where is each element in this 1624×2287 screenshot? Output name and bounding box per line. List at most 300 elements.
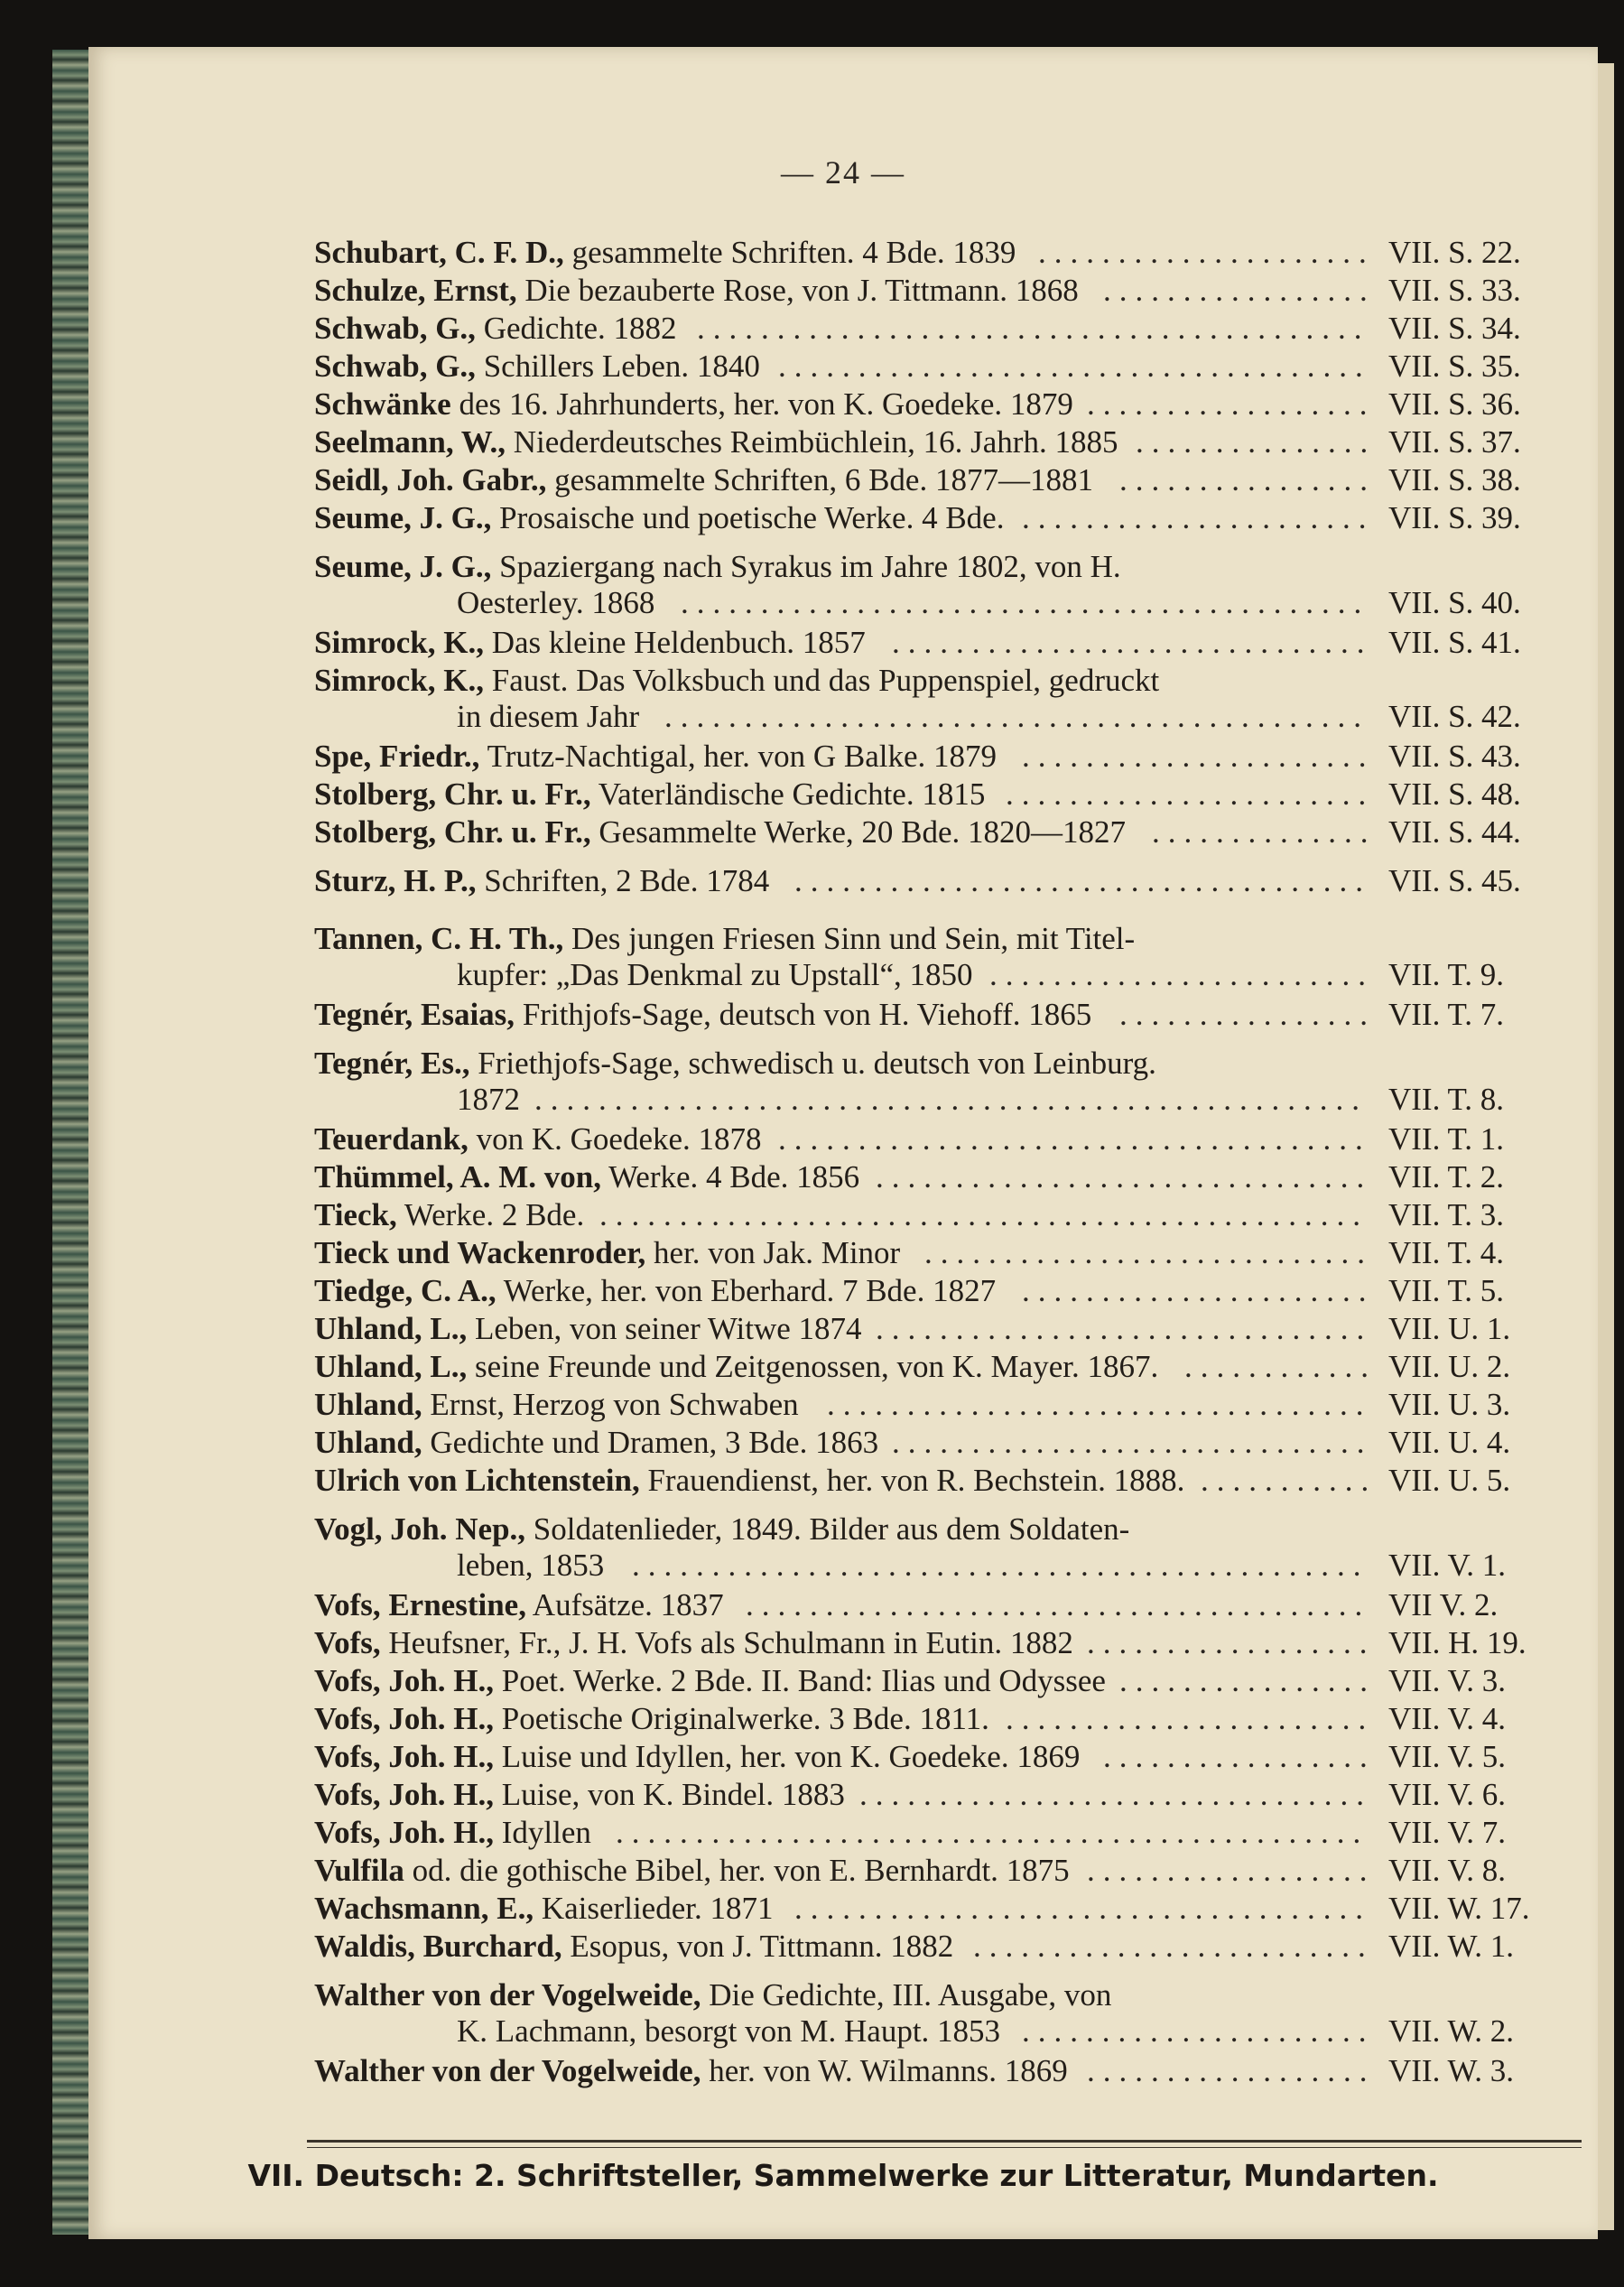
catalog-entry — [314, 462, 1578, 498]
entry-author: Simrock, K., — [314, 625, 484, 660]
entry-author: Uhland, — [314, 1425, 422, 1460]
entry-title: Gedichte und Dramen, 3 Bde. 1863 — [430, 1425, 879, 1460]
leader-dots: .................. — [1087, 1853, 1376, 1888]
entry-title: od. die gothische Bibel, her. von E. Bernhardt. 1875 — [412, 1853, 1070, 1888]
entry-shelfmark: VII. V. 5. — [1388, 1739, 1506, 1774]
entry-first-line — [314, 1235, 1578, 1271]
leader-dots: ...................... — [1022, 2013, 1375, 2049]
entry-first-line — [314, 500, 1578, 536]
leader-dots: ...................... — [1022, 1273, 1375, 1308]
entry-first-line — [314, 1311, 1578, 1347]
entry-title: Kaiserlieder. 1871 — [541, 1891, 774, 1926]
entry-author: Tannen, C. H. Th., — [314, 921, 564, 956]
entry-main-text — [314, 1511, 1129, 1548]
entry-main-text — [314, 1425, 878, 1461]
entry-shelfmark: VII. V. 3. — [1388, 1663, 1506, 1698]
entry-first-line — [314, 1463, 1578, 1499]
leader-dots: ................ — [1119, 462, 1376, 497]
entry-title: seine Freunde und Zeitgenossen, von K. Mayer. 1867. — [475, 1349, 1159, 1384]
entry-main-text — [314, 2053, 1068, 2089]
catalog-entry — [314, 1159, 1578, 1195]
page-number: — 24 — — [781, 154, 905, 191]
entry-continuation: in diesem Jahr — [457, 699, 640, 734]
entry-first-line — [314, 549, 1578, 585]
catalog-entry — [314, 814, 1578, 851]
entry-title: Idyllen — [501, 1815, 591, 1850]
entry-first-line — [314, 1511, 1578, 1548]
entry-author: Seume, J. G., — [314, 549, 492, 584]
entry-title: Poetische Originalwerke. 3 Bde. 1811. — [501, 1701, 989, 1736]
catalog-entry — [314, 1235, 1578, 1271]
entry-shelfmark: VII. T. 9. — [1388, 957, 1504, 992]
entry-author: Schwab, G., — [314, 349, 476, 384]
page-edge — [1598, 63, 1614, 2230]
leader-dots: ............................... — [876, 1311, 1373, 1346]
entry-main-text — [314, 1777, 845, 1813]
entry-first-line — [314, 1121, 1578, 1157]
leader-dots: ..................... — [1038, 235, 1375, 270]
entry-first-line — [314, 1815, 1578, 1851]
entry-main-text — [314, 1891, 773, 1927]
entry-shelfmark: VII. T. 8. — [1388, 1082, 1504, 1117]
entry-shelfmark: VII. T. 4. — [1388, 1235, 1504, 1270]
entry-first-line — [314, 997, 1578, 1033]
entry-shelfmark: VII. V. 4. — [1388, 1701, 1506, 1736]
entry-first-line — [314, 1197, 1578, 1233]
leader-dots: .................................... — [794, 863, 1371, 898]
entry-title: gesammelte Schriften. 4 Bde. 1839 — [571, 235, 1016, 270]
leader-dots: .............. — [1152, 814, 1377, 850]
entry-title: Friethjofs-Sage, schwedisch u. deutsch von Leinburg. — [478, 1046, 1156, 1081]
entry-author: Vofs, — [314, 1625, 381, 1660]
catalog-entry — [314, 1349, 1578, 1385]
entry-shelfmark: VII. S. 45. — [1388, 863, 1521, 898]
entry-author: Stolberg, Chr. u. Fr., — [314, 776, 591, 812]
entry-author: Tieck, — [314, 1197, 397, 1232]
leader-dots: ...................... — [1022, 500, 1375, 535]
entry-first-line — [314, 663, 1578, 699]
entry-main-text — [314, 814, 1126, 851]
entry-author: Vofs, Joh. H., — [314, 1815, 495, 1850]
entry-title: Schillers Leben. 1840 — [483, 349, 760, 384]
entry-shelfmark: VII. T. 7. — [1388, 997, 1504, 1032]
entry-shelfmark: VII. W. 1. — [1388, 1929, 1515, 1964]
entry-main-text — [314, 1197, 584, 1233]
catalog-entry — [314, 1663, 1578, 1699]
entry-continuation-line — [314, 957, 1578, 993]
entry-title: Gesammelte Werke, 20 Bde. 1820—1827 — [599, 814, 1126, 850]
catalog-entry — [314, 1425, 1578, 1461]
entry-shelfmark: VII. U. 2. — [1388, 1349, 1511, 1384]
entry-main-text — [314, 273, 1079, 309]
entry-title: Gedichte. 1882 — [483, 311, 677, 346]
catalog-entry — [314, 1739, 1578, 1775]
entry-main-text — [314, 462, 1093, 498]
entry-main-text — [314, 863, 769, 899]
entry-main-text — [314, 500, 1004, 536]
entry-title: Prosaische und poetische Werke. 4 Bde. — [499, 500, 1005, 535]
entry-title: Spaziergang nach Syrakus im Jahre 1802, von H. — [499, 549, 1121, 584]
catalog-entry — [314, 2053, 1578, 2089]
catalog-entry — [314, 1929, 1578, 1965]
catalog-entry — [314, 273, 1578, 309]
entry-first-line — [314, 1853, 1578, 1889]
entry-shelfmark: VII. S. 43. — [1388, 739, 1521, 774]
entry-first-line — [314, 1929, 1578, 1965]
entry-title: her. von W. Wilmanns. 1869 — [709, 2053, 1068, 2088]
entry-author: Vogl, Joh. Nep., — [314, 1511, 526, 1547]
entry-title: Aufsätze. 1837 — [532, 1587, 724, 1622]
entry-shelfmark: VII. S. 22. — [1388, 235, 1521, 270]
leader-dots: .................................. — [827, 1387, 1372, 1422]
entry-first-line — [314, 1587, 1578, 1623]
leader-dots: .................. — [1087, 386, 1376, 422]
leader-dots: ................. — [1103, 1739, 1376, 1774]
entry-title: Poet. Werke. 2 Bde. II. Band: Ilias und Odyssee — [501, 1663, 1106, 1698]
catalog-entry — [314, 549, 1578, 621]
entry-shelfmark: VII. S. 37. — [1388, 424, 1521, 460]
entry-author: Tiedge, C. A., — [314, 1273, 496, 1308]
entry-shelfmark: VII. T. 3. — [1388, 1197, 1504, 1232]
entry-shelfmark: VII. H. 19. — [1388, 1625, 1527, 1660]
leader-dots: .................................................... — [534, 1082, 1368, 1117]
entry-shelfmark: VII. T. 1. — [1388, 1121, 1504, 1157]
entry-main-text — [314, 1159, 859, 1195]
entry-author: Tegnér, Es., — [314, 1046, 470, 1081]
entry-first-line — [314, 776, 1578, 813]
entry-author: Thümmel, A. M. von, — [314, 1159, 601, 1195]
catalog-entry — [314, 1625, 1578, 1661]
leader-dots: .................. — [1087, 1625, 1376, 1660]
catalog-entry — [314, 739, 1578, 775]
entry-first-line — [314, 1739, 1578, 1775]
footer-rule — [307, 2140, 1582, 2143]
entry-author: Seidl, Joh. Gabr., — [314, 462, 547, 497]
section-footer: VII. Deutsch: 2. Schriftsteller, Sammelwerke zur Litteratur, Mundarten. — [247, 2158, 1439, 2193]
catalog-entry — [314, 1121, 1578, 1157]
entry-continuation: kupfer: „Das Denkmal zu Upstall“, 1850 — [457, 957, 973, 992]
entry-author: Schwab, G., — [314, 311, 476, 346]
entry-shelfmark: VII. S. 41. — [1388, 625, 1521, 660]
catalog-entry — [314, 1853, 1578, 1889]
entry-title: des 16. Jahrhunderts, her. von K. Goedeke. 1879 — [459, 386, 1073, 422]
entry-author: Uhland, L., — [314, 1349, 468, 1384]
entry-main-text — [314, 739, 997, 775]
book-spine — [52, 50, 88, 2235]
leader-dots: .................. — [1087, 2053, 1376, 2088]
catalog-entry — [314, 863, 1578, 899]
catalog-entry — [314, 1463, 1578, 1499]
entry-title: Luise und Idyllen, her. von K. Goedeke. 1869 — [501, 1739, 1081, 1774]
entry-continuation: Oesterley. 1868 — [457, 585, 655, 620]
leader-dots: ..................................... — [778, 1121, 1371, 1157]
leader-dots: ....................... — [1006, 1701, 1375, 1736]
entry-shelfmark: VII. T. 5. — [1388, 1273, 1504, 1308]
leader-dots: ........... — [1201, 1463, 1378, 1498]
entry-title: Trutz-Nachtigal, her. von G Balke. 1879 — [487, 739, 998, 774]
entry-title: Heufsner, Fr., J. H. Vofs als Schulmann in Eutin. 1882 — [388, 1625, 1073, 1660]
footer-rule-thin — [307, 2147, 1582, 2148]
entry-first-line — [314, 1046, 1578, 1082]
entry-shelfmark: VII. U. 1. — [1388, 1311, 1511, 1346]
entry-author: Spe, Friedr., — [314, 739, 480, 774]
entry-first-line — [314, 863, 1578, 899]
leader-dots: .......................................... — [697, 311, 1370, 346]
entry-main-text — [314, 1663, 1106, 1699]
catalog-entry — [314, 311, 1578, 347]
entry-shelfmark: VII. U. 3. — [1388, 1387, 1511, 1422]
catalog-entry — [314, 1977, 1578, 2050]
entry-shelfmark: VII. S. 42. — [1388, 699, 1521, 734]
entry-title: gesammelte Schriften, 6 Bde. 1877—1881 — [554, 462, 1093, 497]
entry-main-text — [314, 625, 866, 661]
entry-title: Niederdeutsches Reimbüchlein, 16. Jahrh. 1885 — [513, 424, 1118, 460]
leader-dots: ........................ — [989, 957, 1374, 992]
entry-author: Uhland, L., — [314, 1311, 468, 1346]
entry-main-text — [314, 1739, 1080, 1775]
entry-author: Vofs, Joh. H., — [314, 1663, 495, 1698]
leader-dots: ....................... — [1006, 776, 1375, 812]
entry-first-line — [314, 1625, 1578, 1661]
entry-shelfmark: VII. U. 5. — [1388, 1463, 1511, 1498]
catalog-entry — [314, 500, 1578, 536]
catalog-entry — [314, 386, 1578, 423]
catalog-entry — [314, 1387, 1578, 1423]
leader-dots: ................................................ — [599, 1197, 1369, 1232]
entry-author: Vofs, Joh. H., — [314, 1701, 495, 1736]
entry-title: Des jungen Friesen Sinn und Sein, mit Titel- — [571, 921, 1136, 956]
entry-title: Das kleine Heldenbuch. 1857 — [491, 625, 866, 660]
entry-author: Seume, J. G., — [314, 500, 492, 535]
catalog-entry — [314, 625, 1578, 661]
entry-first-line — [314, 1663, 1578, 1699]
entry-continuation-line — [314, 1548, 1578, 1584]
entry-main-text — [314, 424, 1118, 460]
entry-author: Wachsmann, E., — [314, 1891, 534, 1926]
entry-author: Simrock, K., — [314, 663, 484, 698]
entry-shelfmark: VII. S. 36. — [1388, 386, 1521, 422]
entry-continuation-line — [314, 699, 1578, 735]
entry-first-line — [314, 273, 1578, 309]
entry-shelfmark: VII. V. 6. — [1388, 1777, 1506, 1812]
entry-title: her. von Jak. Minor — [654, 1235, 901, 1270]
entry-title: Die bezauberte Rose, von J. Tittmann. 1868 — [524, 273, 1079, 308]
entry-main-text — [314, 311, 677, 347]
entry-first-line — [314, 1891, 1578, 1927]
entry-shelfmark: VII. S. 35. — [1388, 349, 1521, 384]
entry-first-line — [314, 1349, 1578, 1385]
leader-dots: ............................ — [924, 1235, 1373, 1270]
entry-author: Vofs, Ernestine, — [314, 1587, 526, 1622]
entry-first-line — [314, 311, 1578, 347]
leader-dots: ............................................ — [664, 699, 1369, 734]
catalog-entry — [314, 1815, 1578, 1851]
entry-main-text — [314, 1977, 1111, 2013]
entry-main-text — [314, 663, 1159, 699]
catalog-entry — [314, 1511, 1578, 1584]
leader-dots: ..................................... — [778, 349, 1371, 384]
entry-shelfmark: VII. V. 8. — [1388, 1853, 1506, 1888]
entry-author: Uhland, — [314, 1387, 422, 1422]
catalog-entry — [314, 663, 1578, 735]
leader-dots: ............................................... — [616, 1815, 1369, 1850]
entry-first-line — [314, 349, 1578, 385]
entry-shelfmark: VII. T. 2. — [1388, 1159, 1504, 1195]
leader-dots: ............... — [1136, 424, 1377, 460]
entry-shelfmark: VII. W. 2. — [1388, 2013, 1515, 2049]
entry-title: Die Gedichte, III. Ausgabe, von — [709, 1977, 1112, 2013]
entry-shelfmark: VII V. 2. — [1388, 1587, 1499, 1622]
entry-title: Luise, von K. Bindel. 1883 — [501, 1777, 845, 1812]
entry-shelfmark: VII. U. 4. — [1388, 1425, 1511, 1460]
entry-shelfmark: VII. S. 44. — [1388, 814, 1521, 850]
leader-dots: ................................ — [859, 1777, 1372, 1812]
entry-title: Frauendienst, her. von R. Bechstein. 1888. — [647, 1463, 1185, 1498]
catalog-entry — [314, 235, 1578, 271]
entry-main-text — [314, 1853, 1070, 1889]
entry-title: Soldatenlieder, 1849. Bilder aus dem Soldaten- — [533, 1511, 1130, 1547]
entry-main-text — [314, 1701, 989, 1737]
entry-main-text — [314, 1387, 799, 1423]
entry-title: Werke, her. von Eberhard. 7 Bde. 1827 — [503, 1273, 997, 1308]
entry-shelfmark: VII. W. 3. — [1388, 2053, 1515, 2088]
entry-first-line — [314, 386, 1578, 423]
entry-main-text — [314, 549, 1121, 585]
entry-title: Leben, von seiner Witwe 1874 — [475, 1311, 862, 1346]
entry-first-line — [314, 1425, 1578, 1461]
entry-main-text — [314, 235, 1016, 271]
catalog-entry — [314, 997, 1578, 1033]
catalog-entry — [314, 1273, 1578, 1309]
catalog-entry — [314, 776, 1578, 813]
leader-dots: ................ — [1119, 997, 1376, 1032]
catalog-entry — [314, 1046, 1578, 1118]
entry-first-line — [314, 1701, 1578, 1737]
entry-author: Schulze, Ernst, — [314, 273, 517, 308]
entry-author: Vofs, Joh. H., — [314, 1739, 495, 1774]
entry-shelfmark: VII. S. 33. — [1388, 273, 1521, 308]
leader-dots: .............................................. — [632, 1548, 1369, 1583]
entry-author: Walther von der Vogelweide, — [314, 2053, 701, 2088]
leader-dots: .............................. — [892, 625, 1373, 660]
entry-main-text — [314, 921, 1135, 957]
entry-author: Ulrich von Lichtenstein, — [314, 1463, 640, 1498]
entry-author: Vofs, Joh. H., — [314, 1777, 495, 1812]
entry-main-text — [314, 1815, 591, 1851]
entry-author: Tieck und Wackenroder, — [314, 1235, 646, 1270]
entry-first-line — [314, 739, 1578, 775]
leader-dots: ............ — [1184, 1349, 1377, 1384]
entry-main-text — [314, 1929, 953, 1965]
entry-author: Stolberg, Chr. u. Fr., — [314, 814, 591, 850]
leader-dots: ........................................... — [681, 585, 1370, 620]
entry-author: Walther von der Vogelweide, — [314, 1977, 701, 2013]
entry-shelfmark: VII. S. 38. — [1388, 462, 1521, 497]
entry-main-text — [314, 1349, 1158, 1385]
entry-main-text — [314, 776, 985, 813]
entry-shelfmark: VII. S. 34. — [1388, 311, 1521, 346]
leader-dots: ......................... — [973, 1929, 1374, 1964]
entry-title: von K. Goedeke. 1878 — [476, 1121, 762, 1157]
entry-title: Frithjofs-Sage, deutsch von H. Viehoff. 1865 — [522, 997, 1092, 1032]
entry-first-line — [314, 625, 1578, 661]
entry-first-line — [314, 1159, 1578, 1195]
entry-first-line — [314, 2053, 1578, 2089]
entry-shelfmark: VII. V. 7. — [1388, 1815, 1506, 1850]
leader-dots: ...................... — [1022, 739, 1375, 774]
entry-author: Tegnér, Esaias, — [314, 997, 515, 1032]
entry-main-text — [314, 997, 1091, 1033]
entry-main-text — [314, 1273, 996, 1309]
leader-dots: ................. — [1103, 273, 1376, 308]
entry-first-line — [314, 1977, 1578, 2013]
catalog-entry — [314, 921, 1578, 993]
entry-continuation-line — [314, 2013, 1578, 2050]
entry-first-line — [314, 1387, 1578, 1423]
entry-shelfmark: VII. W. 17. — [1388, 1891, 1530, 1926]
leader-dots: .................................... — [794, 1891, 1371, 1926]
catalog-entry — [314, 1701, 1578, 1737]
entry-author: Seelmann, W., — [314, 424, 506, 460]
entry-first-line — [314, 921, 1578, 957]
entry-shelfmark: VII. V. 1. — [1388, 1548, 1506, 1583]
catalog-entry — [314, 1311, 1578, 1347]
entry-title: Werke. 2 Bde. — [404, 1197, 585, 1232]
entry-continuation: K. Lachmann, besorgt von M. Haupt. 1853 — [457, 2013, 1001, 2049]
entry-main-text — [314, 1625, 1073, 1661]
entry-main-text — [314, 1046, 1156, 1082]
entry-main-text — [314, 349, 760, 385]
entry-author: Sturz, H. P., — [314, 863, 477, 898]
entry-continuation: leben, 1853 — [457, 1548, 605, 1583]
entry-first-line — [314, 462, 1578, 498]
entry-author: Vulfila — [314, 1853, 404, 1888]
catalog-entry — [314, 1197, 1578, 1233]
entry-first-line — [314, 1777, 1578, 1813]
entry-continuation: 1872 — [457, 1082, 520, 1117]
leader-dots: .............................. — [892, 1425, 1373, 1460]
entry-title: Faust. Das Volksbuch und das Puppenspiel, gedruckt — [491, 663, 1160, 698]
entry-continuation-line — [314, 1082, 1578, 1118]
catalog-entry — [314, 1587, 1578, 1623]
entry-title: Werke. 4 Bde. 1856 — [608, 1159, 860, 1195]
leader-dots: ............................... — [876, 1159, 1373, 1195]
entry-author: Schwänke — [314, 386, 451, 422]
entry-first-line — [314, 424, 1578, 460]
entry-author: Schubart, C. F. D., — [314, 235, 564, 270]
entry-shelfmark: VII. S. 40. — [1388, 585, 1521, 620]
entry-shelfmark: VII. S. 39. — [1388, 500, 1521, 535]
entry-author: Waldis, Burchard, — [314, 1929, 562, 1964]
entry-main-text — [314, 1121, 762, 1157]
entry-main-text — [314, 1463, 1184, 1499]
entry-main-text — [314, 386, 1073, 423]
leader-dots: ................ — [1119, 1663, 1376, 1698]
catalog-entry — [314, 1777, 1578, 1813]
entry-main-text — [314, 1235, 900, 1271]
entry-continuation-line — [314, 585, 1578, 621]
catalog-entry — [314, 349, 1578, 385]
entry-list — [314, 47, 1578, 2214]
entry-first-line — [314, 814, 1578, 851]
entry-first-line — [314, 1273, 1578, 1309]
entry-title: Esopus, von J. Tittmann. 1882 — [570, 1929, 954, 1964]
entry-title: Vaterländische Gedichte. 1815 — [598, 776, 986, 812]
catalog-entry — [314, 424, 1578, 460]
leader-dots: ....................................... — [746, 1587, 1371, 1622]
entry-title: Ernst, Herzog von Schwaben — [430, 1387, 799, 1422]
entry-first-line — [314, 235, 1578, 271]
